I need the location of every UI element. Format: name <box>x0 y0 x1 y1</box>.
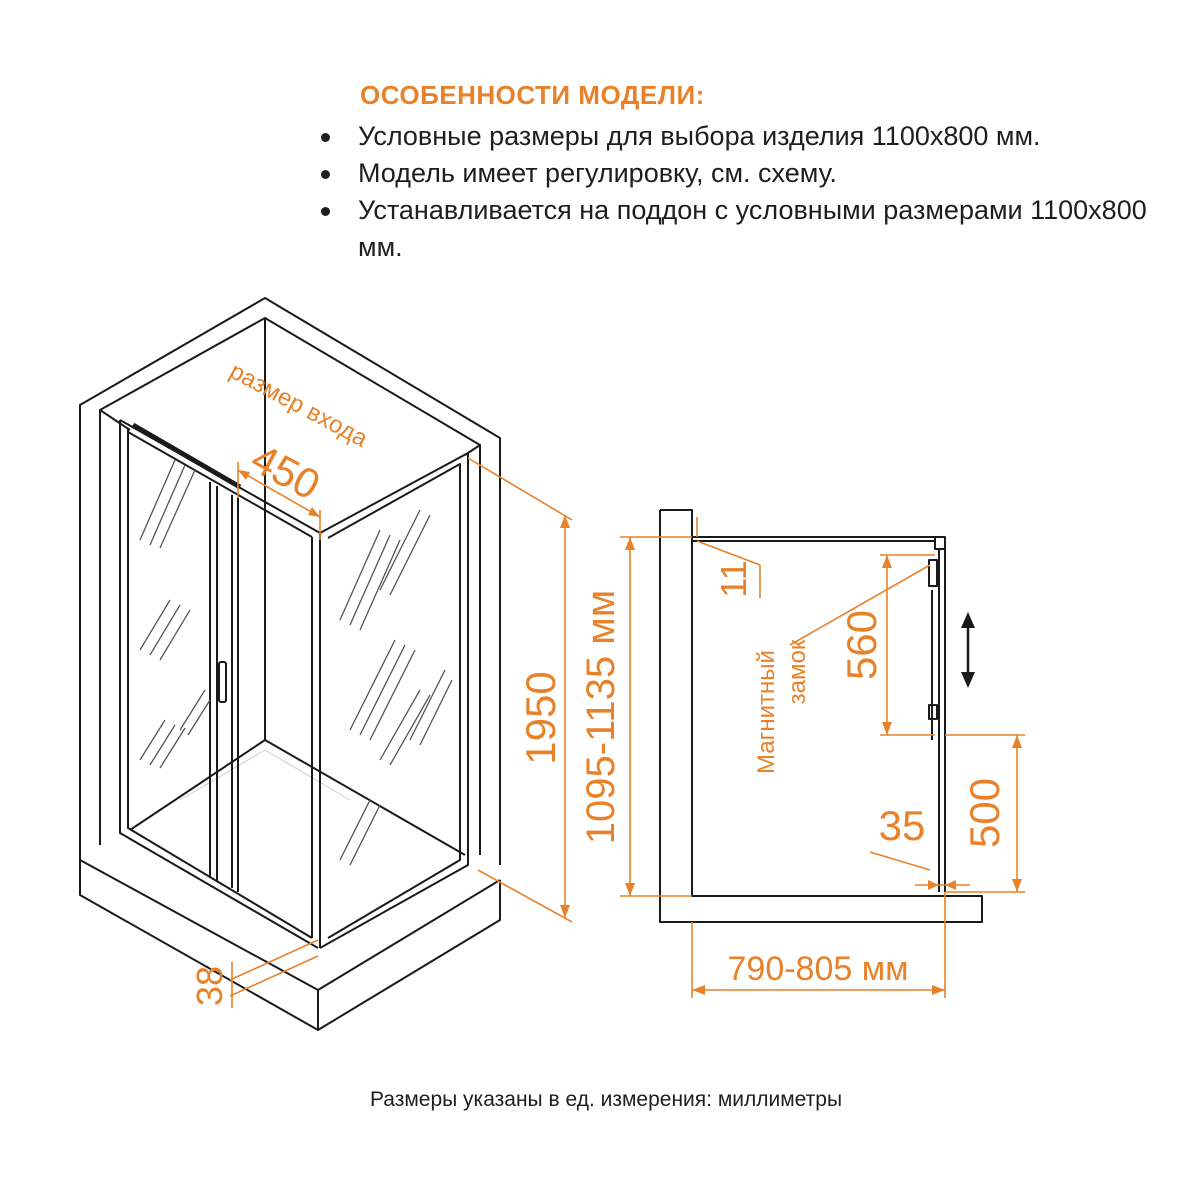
feature-item-tray: Устанавливается на поддон с условными размерами 1100x800 мм. <box>318 192 1158 266</box>
top-gap-value: 11 <box>713 560 754 598</box>
feature-item-size: Условные размеры для выбора изделия 1100x800 мм. <box>318 118 1158 155</box>
width-range-value: 790-805 мм <box>727 950 909 988</box>
wall-and-tray <box>660 510 982 922</box>
lock-height-value: 560 <box>838 609 885 681</box>
side-panel <box>320 453 468 948</box>
entrance-width-value: 450 <box>243 434 328 509</box>
side-view <box>620 510 1025 998</box>
profile-value: 38 <box>189 965 230 1007</box>
adjust-arrow-icon <box>961 612 975 688</box>
lock-label-line2: замок <box>784 639 811 705</box>
lock-label-line1: Магнитный <box>753 650 780 774</box>
features-title: ОСОБЕННОСТИ МОДЕЛИ: <box>360 80 705 110</box>
shower-tray <box>80 860 500 1030</box>
lower-height-value: 500 <box>961 777 1008 849</box>
glass-reflections <box>140 460 452 865</box>
niche-walls <box>80 298 500 865</box>
entrance-label: размер входа <box>225 357 373 453</box>
adjust-range-value: 1095-1135 мм <box>579 589 623 845</box>
side-dimensions <box>620 517 1025 998</box>
feature-item-adjustment: Модель имеет регулировку, см. схему. <box>318 155 1158 192</box>
units-note: Размеры указаны в ед. измерения: миллиметры <box>369 1088 843 1111</box>
bottom-gap-value: 35 <box>878 802 926 849</box>
height-value: 1950 <box>517 671 564 765</box>
